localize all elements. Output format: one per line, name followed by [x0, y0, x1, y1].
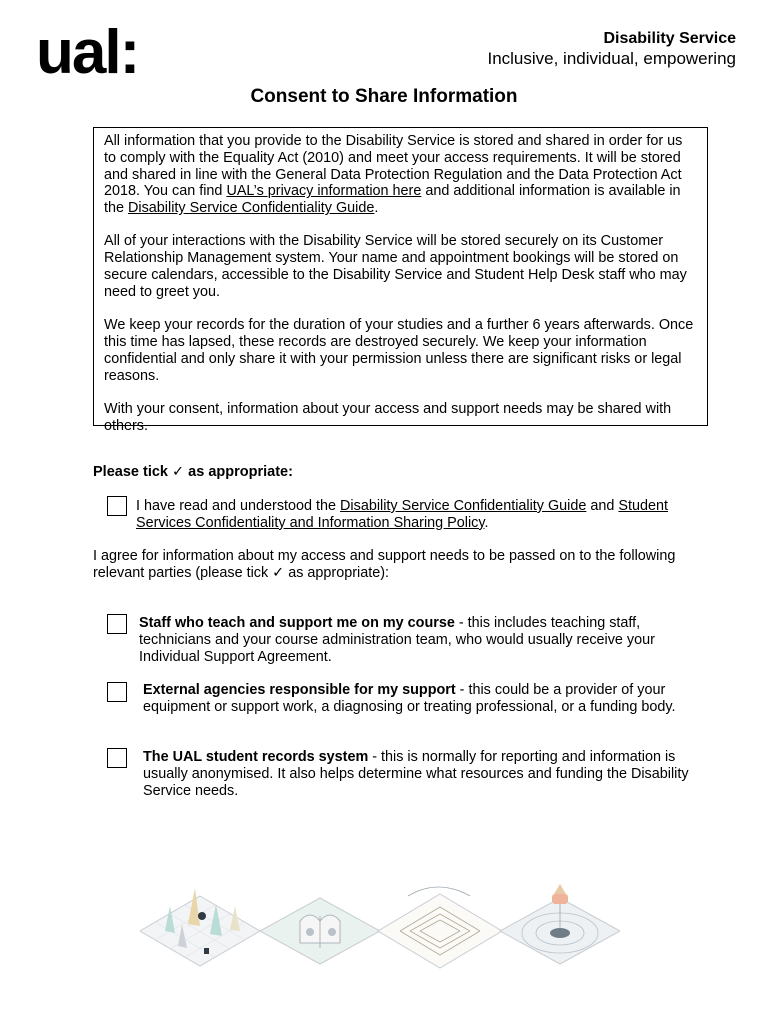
service-tagline: Inclusive, individual, empowering [487, 49, 736, 68]
confidentiality-guide-link[interactable]: Disability Service Confidentiality Guide [128, 200, 375, 217]
info-paragraph-consent: With your consent, information about your access and support needs may be shared with others. [104, 400, 672, 434]
external-agencies-option-text: External agencies responsible for my support - this could be a provider of your equipment or support work, a diagnosing or treating professional, or a funding body. [143, 682, 676, 715]
read-understood-checkbox[interactable] [107, 496, 127, 516]
sails-illustration [140, 888, 260, 966]
document-title: Consent to Share Information [250, 86, 518, 107]
read-understood-text: I have read and understood the Disability Service Confidentiality Guide and Student Services Confidentiality and Information Sharing Policy. [136, 498, 669, 531]
privacy-information-link[interactable]: UAL’s privacy information here [226, 183, 422, 200]
bowl-illustration [500, 884, 620, 964]
rooms-illustration [260, 898, 380, 964]
tick-heading: Please tick ✓ as appropriate: [93, 464, 293, 480]
sharing-policy-link[interactable]: Student Services Confidentiality and Information Sharing Policy [136, 498, 669, 531]
info-paragraph-crm: All of your interactions with the Disability Service will be stored securely on its Customer Relationship Management system. Your name and appointment bookings will be stored on secure calendars, accessible to the Disability Service and Student Help Desk staff who may need to greet you. [104, 233, 687, 300]
course-staff-checkbox[interactable] [107, 614, 127, 634]
student-records-checkbox[interactable] [107, 748, 127, 768]
service-title: Disability Service [603, 30, 736, 47]
info-paragraph-retention: We keep your records for the duration of your studies and a further 6 years afterwards. Once this time has lapsed, these records are destroyed securely. We keep your information confidential and only share it with your permission unless there are significant risks or legal reasons. [104, 317, 694, 384]
isometric-illustrations [140, 876, 620, 986]
student-records-option-text: The UAL student records system - this is normally for reporting and information is usually anonymised. It also helps determine what resources and funding the Disability Service needs. [143, 749, 689, 799]
agree-statement: I agree for information about my access and support needs to be passed on to the following relevant parties (please tick ✓ as appropriate): [93, 548, 676, 581]
information-box [93, 127, 708, 434]
info-paragraph-storage: All information that you provide to the Disability Service is stored and shared in order for us to comply with the Equality Act (2010) and meet your access requirements. It will be stored and shared in line with the General Data Protection Regulation and the Data Protection Act 2018. You can find UAL’s privacy information here and additional information is available in the Disability Service Confidentiality Guide. [104, 133, 683, 217]
course-staff-option-text: Staff who teach and support me on my course - this includes teaching staff, technicians and your course administration team, who would usually receive your Individual Support Agreement. [139, 615, 655, 665]
external-agencies-checkbox[interactable] [107, 682, 127, 702]
confidentiality-guide-link-2[interactable]: Disability Service Confidentiality Guide [340, 498, 587, 514]
ual-logo: ual: [36, 18, 139, 87]
maze-illustration [378, 887, 502, 968]
